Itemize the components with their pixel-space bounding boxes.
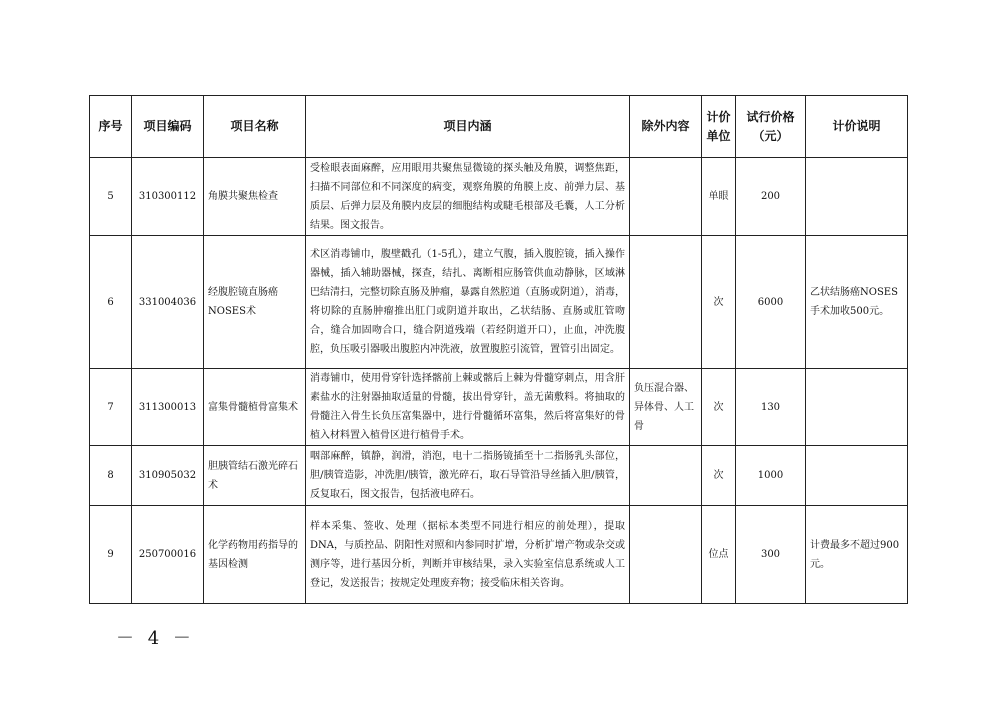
header-code: 项目编码 [132, 96, 204, 158]
header-seq: 序号 [90, 96, 132, 158]
table-row [90, 446, 908, 506]
cell-note [806, 369, 908, 446]
header-exclude: 除外内容 [630, 96, 702, 158]
cell-price: 300 [736, 506, 806, 604]
cell-name: 胆胰管结石激光碎石术 [204, 446, 306, 506]
cell-note: 计费最多不超过900元。 [806, 506, 908, 604]
cell-exclude: 负压混合器、异体骨、人工骨 [630, 369, 702, 446]
header-unit-line1: 计价 [706, 109, 731, 124]
cell-price: 6000 [736, 236, 806, 369]
cell-note: 乙状结肠癌NOSES手术加收500元。 [806, 236, 908, 369]
cell-name: 角膜共聚焦检查 [204, 158, 306, 236]
cell-price: 130 [736, 369, 806, 446]
cell-price: 200 [736, 158, 806, 236]
header-content: 项目内涵 [306, 96, 630, 158]
cell-content: 术区消毒铺巾，腹壁戳孔（1-5孔），建立气腹，插入腹腔镜，插入操作器械，插入辅助器械，探查，结扎、离断相应肠管供血动静脉，区域淋巴结清扫，完整切除直肠及肿瘤，暴露自然腔道（直肠或阴道），消毒，将切除的直肠肿瘤推出肛门或阴道并取出，乙状结肠、直肠或肛管吻合，缝合加固吻合口，缝合阴道残端（若经阴道开口），止血，冲洗腹腔，负压吸引器吸出腹腔内冲洗液，放置腹腔引流管，置管引出固定。 [306, 236, 630, 369]
cell-price: 1000 [736, 446, 806, 506]
cell-exclude [630, 506, 702, 604]
cell-code: 331004036 [132, 236, 204, 369]
cell-seq: 7 [90, 369, 132, 446]
cell-unit: 单眼 [702, 158, 736, 236]
cell-unit: 位点 [702, 506, 736, 604]
header-unit-line2: 单位 [706, 128, 731, 143]
cell-unit: 次 [702, 446, 736, 506]
header-price-line2: （元） [752, 128, 789, 143]
table-row [90, 369, 908, 446]
cell-seq: 8 [90, 446, 132, 506]
price-table [89, 95, 908, 604]
table-row [90, 236, 908, 369]
cell-code: 310300112 [132, 158, 204, 236]
cell-seq: 9 [90, 506, 132, 604]
cell-exclude [630, 446, 702, 506]
cell-name: 富集骨髓植骨富集术 [204, 369, 306, 446]
cell-name: 经腹腔镜直肠癌NOSES术 [204, 236, 306, 369]
cell-unit: 次 [702, 369, 736, 446]
cell-unit: 次 [702, 236, 736, 369]
table-row [90, 506, 908, 604]
cell-exclude [630, 158, 702, 236]
page-number: － 4 － [116, 628, 195, 649]
header-price [736, 96, 806, 158]
header-unit [702, 96, 736, 158]
cell-code: 250700016 [132, 506, 204, 604]
cell-note [806, 158, 908, 236]
cell-exclude [630, 236, 702, 369]
cell-code: 311300013 [132, 369, 204, 446]
header-row [90, 96, 908, 158]
cell-content: 咽部麻醉，镇静，润滑，消泡，电十二指肠镜插至十二指肠乳头部位，胆/胰管造影，冲洗胆/胰管，激光碎石，取石导管沿导丝插入胆/胰管，反复取石，图文报告，包括液电碎石。 [306, 446, 630, 506]
cell-name: 化学药物用药指导的基因检测 [204, 506, 306, 604]
cell-content: 消毒铺巾，使用骨穿针选择髂前上棘或髂后上棘为骨髓穿刺点，用含肝素盐水的注射器抽取适量的骨髓，拔出骨穿针，盖无菌敷料。将抽取的骨髓注入骨生长负压富集器中，进行骨髓循环富集，然后将富集好的骨植入材料置入植骨区进行植骨手术。 [306, 369, 630, 446]
cell-seq: 5 [90, 158, 132, 236]
header-name: 项目名称 [204, 96, 306, 158]
table-row [90, 158, 908, 236]
cell-content: 样本采集、签收、处理（据标本类型不同进行相应的前处理），提取DNA，与质控品、阴阳性对照和内参同时扩增，分析扩增产物或杂交或测序等，进行基因分析，判断并审核结果，录入实验室信息系统或人工登记，发送报告；按规定处理废弃物；接受临床相关咨询。 [306, 506, 630, 604]
cell-code: 310905032 [132, 446, 204, 506]
header-price-line1: 试行价格 [746, 109, 795, 124]
cell-note [806, 446, 908, 506]
cell-content: 受检眼表面麻醉，应用眼用共聚焦显微镜的探头触及角膜，调整焦距，扫描不同部位和不同深度的病变，观察角膜的角膜上皮、前弹力层、基质层、后弹力层及角膜内皮层的细胞结构或睫毛根部及毛囊，人工分析结果。图文报告。 [306, 158, 630, 236]
cell-seq: 6 [90, 236, 132, 369]
header-note: 计价说明 [806, 96, 908, 158]
